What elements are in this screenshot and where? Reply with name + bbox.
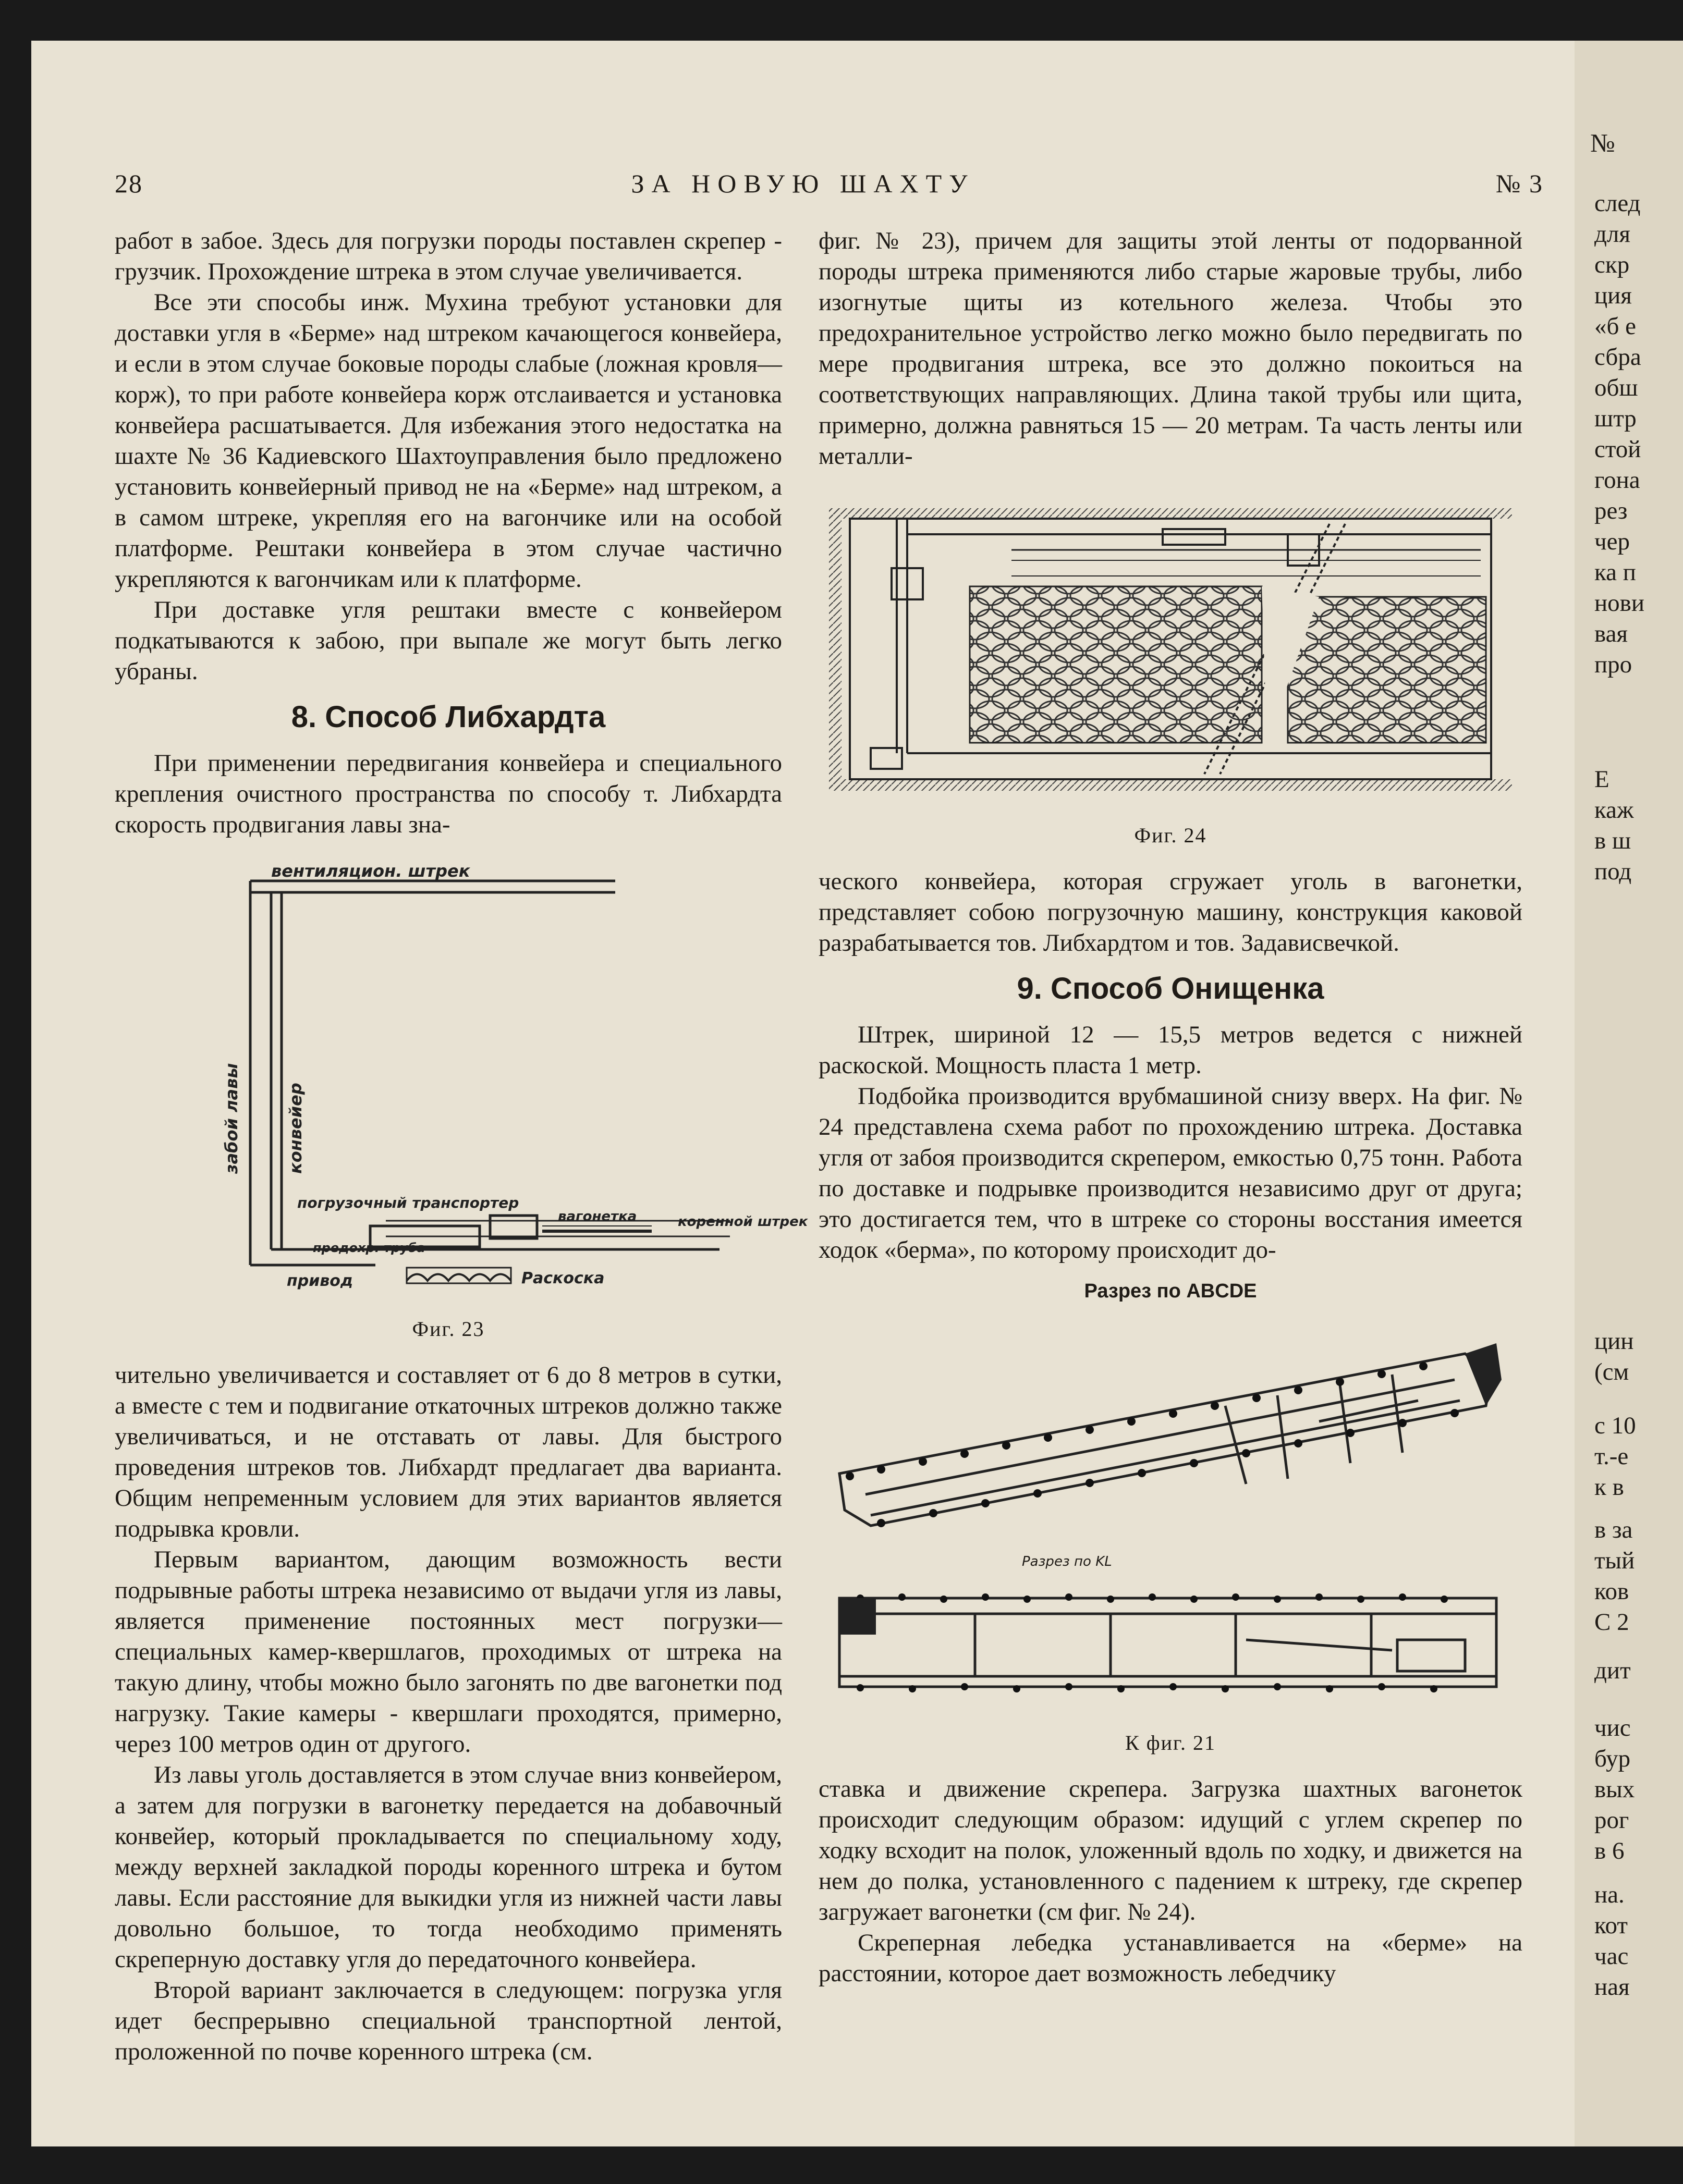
adjacent-page-line: (см [1594, 1358, 1629, 1385]
adjacent-page-line: т.-е [1594, 1443, 1629, 1470]
adjacent-page-line: ка п [1594, 559, 1636, 586]
paragraph: работ в забое. Здесь для погрузки породы поставлен скрепер - грузчик. Прохождение штрека в этом случае увеличивается. [115, 227, 782, 285]
paragraph: чительно увеличивается и составляет от 6 до 8 метров в сутки, а вместе с тем и подвигание откаточных штреков должно также увеличиваться, и не отставать от лавы. Для быстрого проведения штреков тов. Либхардт предлагает два варианта. Общим непременным условием для этих вариантов является подрывка кровли. [115, 1361, 782, 1542]
fig23-label-vent: вентиляцион. штрек [271, 861, 470, 881]
section-kl-diagram [819, 1577, 1522, 1723]
adjacent-page-line: на. [1594, 1881, 1625, 1908]
adjacent-page-line: тый [1594, 1547, 1635, 1574]
section-heading-8: 8. Способ Либхардта [291, 700, 606, 734]
fig23-label-cut: Раскоска [521, 1269, 605, 1287]
section-abcde-diagram [819, 1317, 1522, 1536]
adjacent-page-line: вых [1594, 1776, 1635, 1803]
paragraph: Скреперная лебедка устанавливается на «берме» на расстоянии, которое дает возможность лебедчику [819, 1929, 1522, 1987]
adjacent-page-line: вая [1594, 620, 1628, 647]
fig23-label-face: забой лавы [222, 1063, 241, 1174]
figure-21-sections [819, 1276, 1522, 1758]
section-heading-9: 9. Способ Онищенка [1017, 972, 1324, 1005]
adjacent-page-line: про [1594, 651, 1632, 678]
adjacent-page-line: к в [1594, 1474, 1624, 1501]
adjacent-page-line: для [1594, 220, 1630, 248]
adjacent-page-line: каж [1594, 796, 1634, 824]
adjacent-page-line: ков [1594, 1578, 1629, 1605]
adjacent-page-line: чис [1594, 1714, 1631, 1741]
adjacent-page-line: час [1594, 1943, 1629, 1970]
journal-page [31, 41, 1575, 2146]
fig23-label-conveyor: конвейер [286, 1083, 306, 1174]
adjacent-page-line: под [1594, 858, 1632, 885]
fig23-label-loader: погрузочный транспортер [297, 1194, 519, 1211]
journal-title: ЗА НОВУЮ ШАХТУ [631, 169, 975, 198]
adjacent-page-line: сбра [1594, 343, 1641, 371]
figure-21-caption: К фиг. 21 [1125, 1731, 1216, 1754]
issue-number: № 3 [1495, 169, 1543, 198]
paragraph: ческого конвейера, которая сгружает уголь в вагонетки, представляет собою погрузочную машину, конструкция каковой разрабатывается тов. Либхардтом и тов. Задависвечкой. [819, 868, 1522, 956]
fig23-label-main: коренной штрек [678, 1214, 808, 1230]
adjacent-page-line: кот [1594, 1912, 1628, 1939]
figure-23 [115, 861, 808, 1344]
adjacent-page-line: в 6 [1594, 1837, 1625, 1864]
figure-24-diagram [819, 493, 1522, 816]
section-kl-label: Разрез по KL [1022, 1554, 1112, 1569]
adjacent-page-head: № [1590, 128, 1615, 157]
adjacent-page-line: рез [1594, 497, 1628, 524]
figure-24 [819, 493, 1522, 851]
adjacent-page-line: стой [1594, 436, 1641, 463]
adjacent-page-line: ная [1594, 1973, 1630, 2001]
adjacent-page-line: обш [1594, 374, 1638, 401]
adjacent-page-line: дит [1594, 1657, 1631, 1684]
fig23-label-drive: привод [287, 1272, 353, 1290]
fig23-label-wagons: вагонетка [558, 1209, 637, 1224]
adjacent-page-line: чер [1594, 528, 1630, 555]
adjacent-page-line: цин [1594, 1328, 1634, 1355]
paragraph: Второй вариант заключается в следующем: погрузка угля идет беспрерывно специальной транспортной лентой, проложенной по почве коренного штрека (см. [115, 1977, 782, 2065]
adjacent-page-fragment [1575, 41, 1683, 2146]
fig23-label-pipe: предохр. труба [313, 1241, 425, 1255]
adjacent-page-line: в за [1594, 1516, 1633, 1543]
paragraph: Из лавы уголь доставляется в этом случае вниз конвейером, а затем для погрузки в вагонетку передается на добавочный конвейер, который прокладывается по специальному ходу, между верхней закладкой породы коренного штрека и бутом лавы. Если расстояние для выкидки угля из нижней части лавы довольно большое, то тогда необходимо применять скреперную доставку угля до передаточного конвейера. [115, 1761, 782, 1973]
adjacent-page-line: скр [1594, 251, 1630, 278]
left-column [115, 226, 808, 2067]
paragraph: При применении передвигания конвейера и специального крепления очистного пространства по способу т. Либхардта скорость продвигания лавы зна- [115, 750, 782, 838]
adjacent-page-line: ция [1594, 282, 1632, 309]
adjacent-page-line: «б е [1594, 313, 1637, 340]
adjacent-page-line: бур [1594, 1745, 1631, 1772]
paragraph: При доставке угля рештаки вместе с конвейером подкатываются к забою, при выпале же могут быть легко убраны. [115, 596, 782, 685]
section-abcde-title: Разрез по ABCDE [1084, 1280, 1257, 1302]
paragraph: Штрек, шириной 12 — 15,5 метров ведется с нижней раскоской. Мощность пласта 1 метр. [819, 1021, 1522, 1079]
adjacent-page-line: гона [1594, 467, 1640, 494]
figure-23-diagram [115, 861, 808, 1309]
adjacent-page-line: нови [1594, 590, 1644, 617]
paragraph: ставка и движение скрепера. Загрузка шахтных вагонеток происходит следующим образом: идущий с углем скрепер по ходку всходит на полок, уложенный вдоль по ходку, и движется на нем до полка, установленного с падением к штреку, где скрепер загружает вагонетки (см фиг. № 24). [819, 1775, 1522, 1925]
figure-24-caption: Фиг. 24 [1134, 824, 1207, 847]
paragraph: Первым вариантом, дающим возможность вести подрывные работы штрека независимо от выдачи угля из лавы, является применение постоянных мест погрузки—специальных камер-квершлагов, проходимых от штрека на такую длину, чтобы можно было загонять по две вагонетки под нагрузку. Такие камеры - квершлаги проходятся, примерно, через 100 метров один от другого. [115, 1546, 782, 1758]
paragraph: фиг. № 23), причем для защиты этой ленты от подорванной породы штрека применяются либо старые жаровые трубы, либо изогнутые щиты из котельного железа. Чтобы это предохранительное устройство легко можно было передвигать по мере продвигания штрека, все это должно покоиться на соответствующих направляющих. Длина такой трубы или щита, примерно, должна равняться 15 — 20 метрам. Та часть ленты или металли- [819, 227, 1522, 470]
adjacent-page-line: с 10 [1594, 1412, 1636, 1439]
figure-23-caption: Фиг. 23 [412, 1317, 485, 1341]
adjacent-page-line: рог [1594, 1807, 1629, 1834]
page-number: 28 [115, 169, 143, 198]
paragraph: Подбойка производится врубмашиной снизу вверх. На фиг. № 24 представлена схема работ по прохождению штрека. Доставка угля от забоя производится скрепером, емкостью 0,75 тонн. Работа по доставке и подрывке производится независимо друг от друга; это достигается тем, что в штреке со стороны восстания имеется ходок «берма», по которому происходит до- [819, 1083, 1522, 1263]
adjacent-page-line: след [1594, 190, 1641, 217]
paragraph: Все эти способы инж. Мухина требуют установки для доставки угля в «Берме» над штреком качающегося конвейера, и если в этом случае боковые породы слабые (ложная кровля—корж), то при работе конвейера корж отслаивается и установка конвейера расшатывается. Для избежания этого недостатка на шахте № 36 Кадиевского Шахтоуправления было предложено установить конвейерный привод не на «Берме» над штреком, а в самом штреке, укрепляя его на вагончике или на особой платформе. Рештаки конвейера в этом случае частично укрепляются к вагончикам или к платформе. [115, 289, 782, 593]
adjacent-page-line: С 2 [1594, 1609, 1629, 1636]
right-column [819, 226, 1522, 1989]
adjacent-page-line: Е [1594, 766, 1609, 793]
adjacent-page-line: в ш [1594, 827, 1631, 854]
adjacent-page-line: штр [1594, 405, 1637, 432]
